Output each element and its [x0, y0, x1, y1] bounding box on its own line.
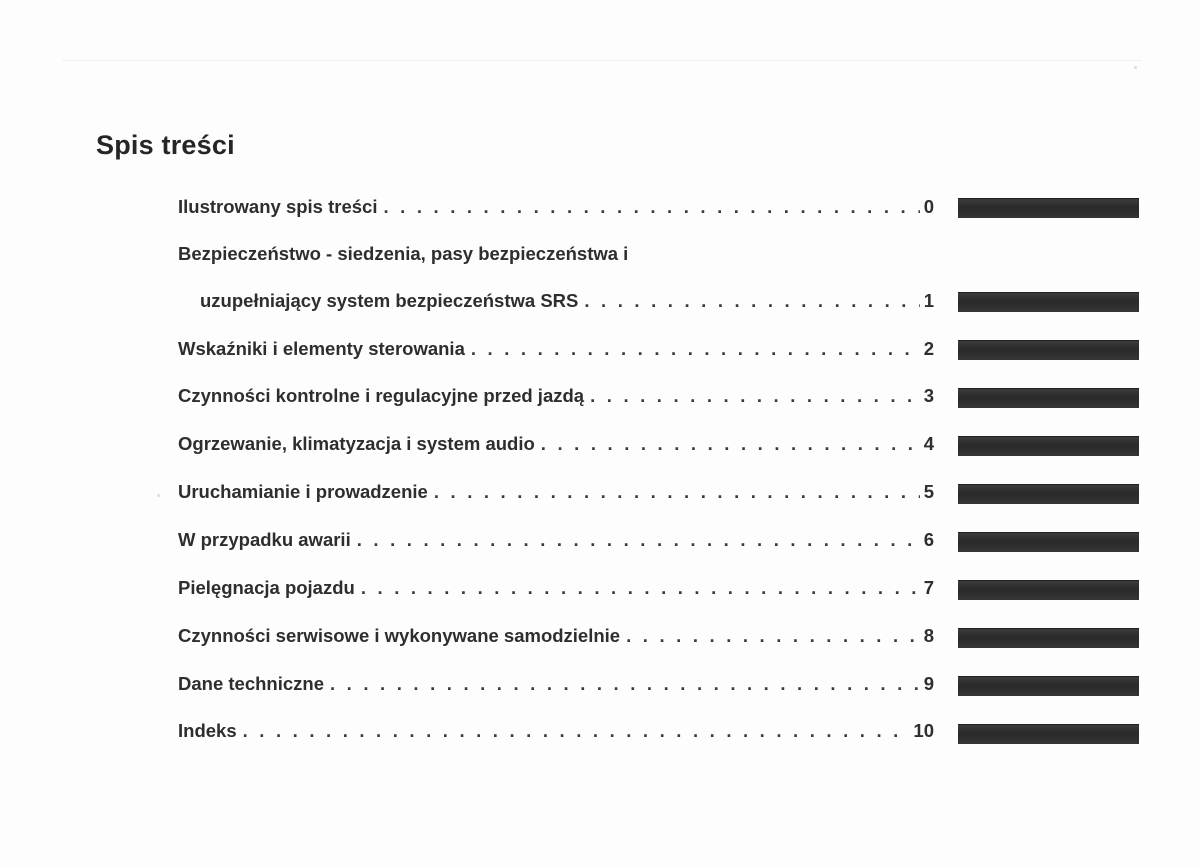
toc-entry-text: uzupełniający system bezpieczeństwa SRS [200, 290, 579, 311]
toc-entry-uruchamianie[interactable] [178, 481, 934, 507]
toc-leader-dots [243, 720, 910, 742]
toc-page-number: 1 [923, 290, 934, 311]
toc-page-number: 9 [923, 673, 934, 694]
toc-entry-text: W przypadku awarii [178, 529, 351, 550]
toc-entry-text: Ogrzewanie, klimatyzacja i system audio [178, 433, 535, 454]
toc-page-number: 7 [923, 577, 934, 598]
toc-page-number: 2 [923, 338, 934, 359]
section-tab-marker [958, 580, 1139, 600]
section-tab-marker [958, 198, 1139, 218]
toc-leader-dots [361, 577, 920, 599]
section-tab-marker [958, 484, 1139, 504]
toc-leader-dots [330, 673, 920, 695]
section-tab-marker [958, 676, 1139, 696]
section-tab-marker [958, 532, 1139, 552]
toc-entry-pielegnacja[interactable] [178, 577, 934, 603]
toc-entry-text: Wskaźniki i elementy sterowania [178, 338, 465, 359]
toc-leader-dots [584, 290, 919, 312]
toc-entry-wskazniki[interactable] [178, 338, 934, 364]
toc-entry-text: Indeks [178, 720, 237, 741]
section-tab-marker [958, 628, 1139, 648]
toc-leader-dots [383, 196, 919, 218]
toc-page-number: 3 [923, 385, 934, 406]
toc-entry-ogrzewanie[interactable] [178, 433, 934, 459]
toc-page-number: 6 [923, 529, 934, 550]
toc-entry-czynnosci-kontrolne[interactable] [178, 385, 934, 411]
page-title: Spis treści [96, 130, 235, 160]
toc-entry-bezpieczenstwo-line1[interactable] [178, 243, 628, 269]
toc-entry-text: Pielęgnacja pojazdu [178, 577, 355, 598]
toc-leader-dots [434, 481, 920, 503]
section-tab-marker [958, 340, 1139, 360]
toc-entry-text: Bezpieczeństwo - siedzenia, pasy bezpieczeństwa i [178, 243, 629, 264]
toc-page-number: 5 [923, 481, 934, 502]
toc-entry-text: Ilustrowany spis treści [178, 196, 378, 217]
section-tab-marker [958, 436, 1139, 456]
toc-leader-dots [626, 625, 920, 647]
toc-entry-text: Uruchamianie i prowadzenie [178, 481, 428, 502]
section-tab-marker [958, 724, 1139, 744]
toc-entry-czynnosci-serwisowe[interactable] [178, 625, 934, 651]
toc-entry-text: Dane techniczne [178, 673, 324, 694]
toc-page-number: 0 [923, 196, 934, 217]
toc-entry-text: Czynności serwisowe i wykonywane samodzielnie [178, 625, 621, 646]
toc-leader-dots [541, 433, 920, 455]
toc-page-number: 8 [923, 625, 934, 646]
section-tab-marker [958, 292, 1139, 312]
toc-leader-dots [590, 385, 920, 407]
toc-page-number: 10 [913, 720, 934, 741]
toc-page-number: 4 [923, 433, 934, 454]
toc-leader-dots [357, 529, 920, 551]
toc-entry-w-przypadku-awarii[interactable] [178, 529, 934, 555]
toc-entry-indeks[interactable] [178, 720, 934, 746]
section-tab-marker [958, 388, 1139, 408]
toc-leader-dots [471, 338, 920, 360]
toc-entry-ilustrowany-spis[interactable] [178, 196, 934, 222]
toc-entry-text: Czynności kontrolne i regulacyjne przed jazdą [178, 385, 585, 406]
scan-speck [1134, 66, 1137, 69]
toc-entry-bezpieczenstwo-line2[interactable] [200, 290, 934, 316]
toc-entry-dane-techniczne[interactable] [178, 673, 934, 699]
scan-speck [157, 494, 160, 497]
